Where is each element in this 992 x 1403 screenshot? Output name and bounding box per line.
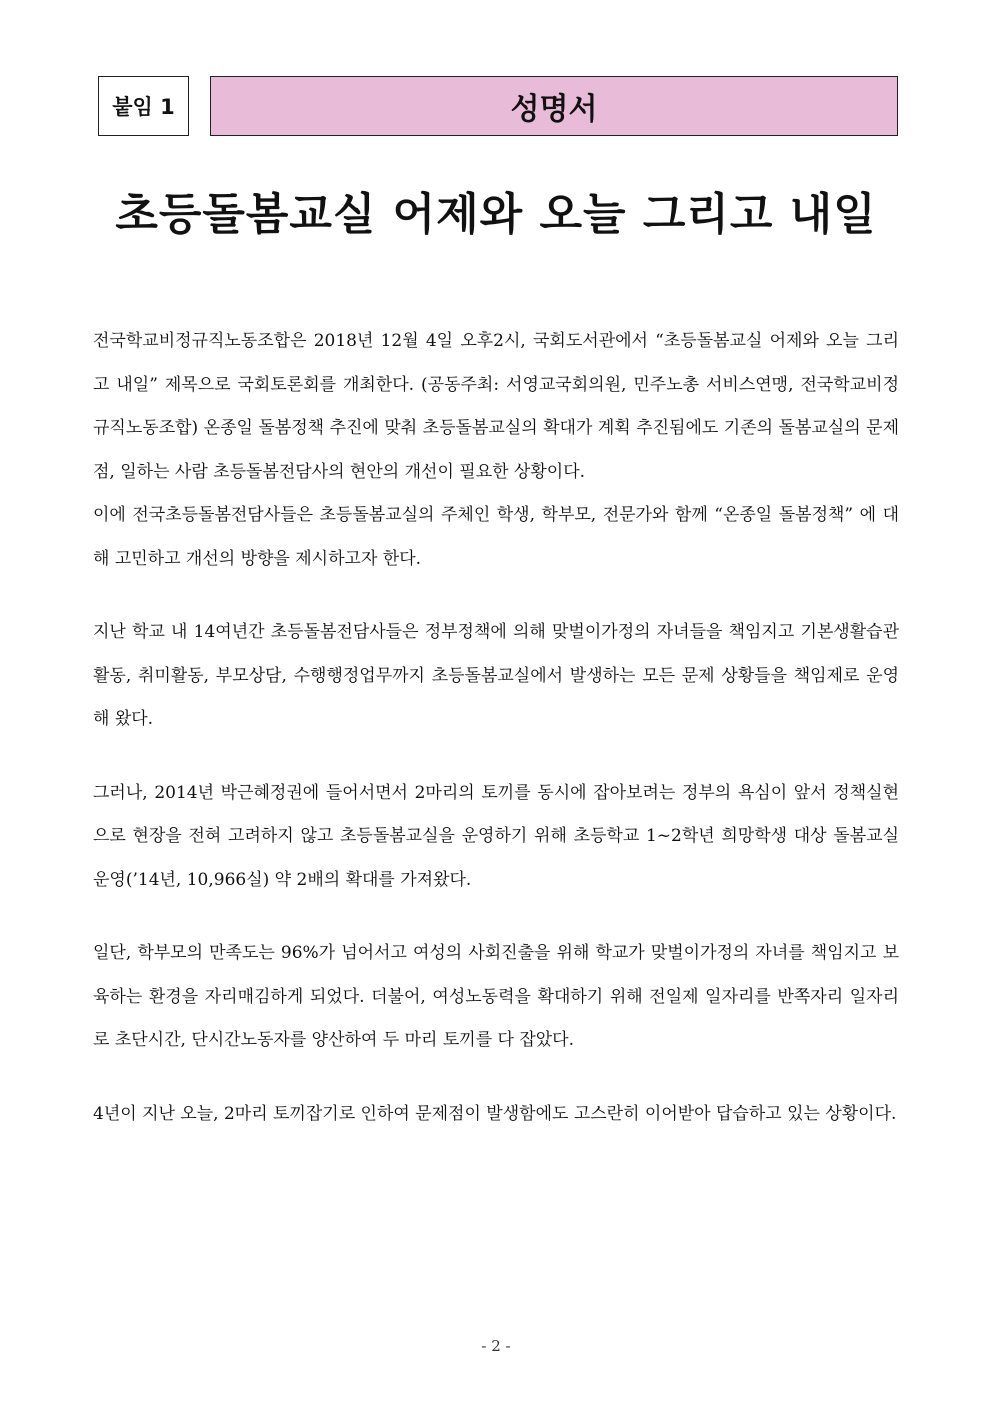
attachment-label: 붙임 1 [98,76,189,136]
document-title: 초등돌봄교실 어제와 오늘 그리고 내일 [115,189,877,240]
paragraph: 지난 학교 내 14여년간 초등돌봄전담사들은 정부정책에 의해 맞벌이가정의 자녀들을 책임지고 기본생활습관활동, 취미활동, 부모상담, 수행행정업무까지 초등돌봄교실에서 발생하는 모든 문제 상황들을 책임제로 운영해 왔다. [93,622,899,729]
page-number: - 2 - [481,1337,511,1355]
paragraph: 이에 전국초등돌봄전담사들은 초등돌봄교실의 주체인 학생, 학부모, 전문가와 함께 “온종일 돌봄정책” 에 대해 고민하고 개선의 방향을 제시하고자 한다. [93,505,899,569]
document-type-banner: 성명서 [210,76,898,136]
paragraph: 전국학교비정규직노동조합은 2018년 12월 4일 오후2시, 국회도서관에서 “초등돌봄교실 어제와 오늘 그리고 내일” 제목으로 국회토론회를 개최한다. (공동주최: 서영교국회의원, 민주노총 서비스연맹, 전국학교비정규직노동조합) 온종일 돌봄정책 추진에 맞춰 초등돌봄교실의 확대가 계획 추진됨에도 기존의 돌봄교실의 문제점, 일하는 사람 초등돌봄전담사의 현안의 개선이 필요한 상황이다. [93,331,899,482]
paragraph: 4년이 지난 오늘, 2마리 토끼잡기로 인하여 문제점이 발생함에도 고스란히 이어받아 답습하고 있는 상황이다. [93,1103,897,1124]
document-body [93,320,899,1136]
paragraph: 일단, 학부모의 만족도는 96%가 넘어서고 여성의 사회진출을 위해 학교가 맞벌이가정의 자녀를 책임지고 보육하는 환경을 자리매김하게 되었다. 더불어, 여성노동력을 확대하기 위해 전일제 일자리를 반쪽자리 일자리로 초단시간, 단시간노동자를 양산하여 두 마리 토끼를 다 잡았다. [93,943,899,1050]
paragraph: 그러나, 2014년 박근혜정권에 들어서면서 2마리의 토끼를 동시에 잡아보려는 정부의 욕심이 앞서 정책실현으로 현장을 전혀 고려하지 않고 초등돌봄교실을 운영하기 위해 초등학교 1~2학년 희망학생 대상 돌봄교실 운영(’14년, 10,966실) 약 2배의 확대를 가져왔다. [93,782,899,890]
